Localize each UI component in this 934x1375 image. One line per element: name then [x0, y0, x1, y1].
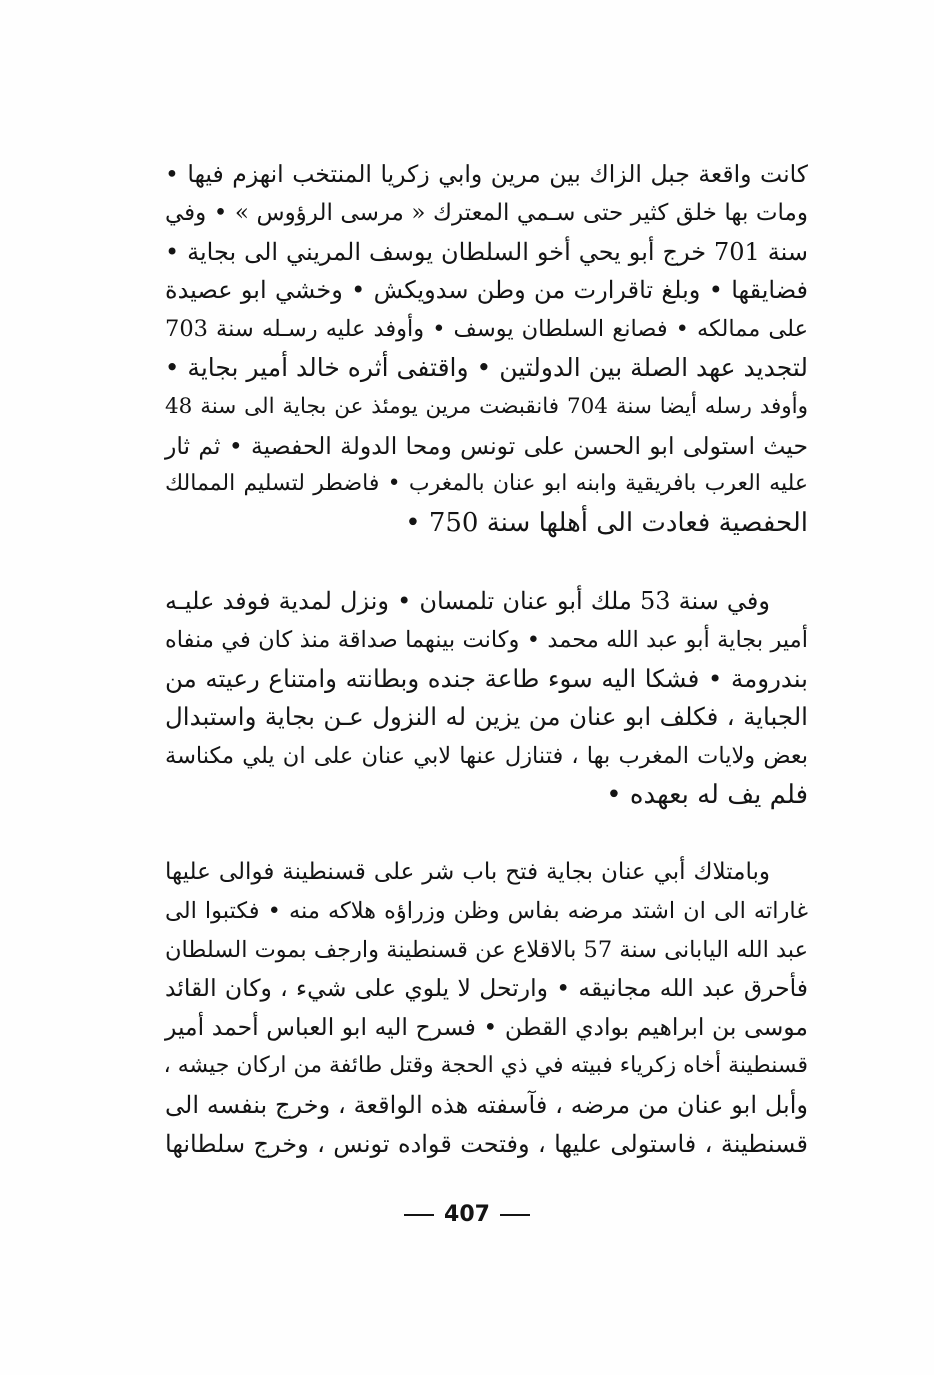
text-line: الحفصية فعادت الى أهلها سنة 750 •: [405, 508, 808, 539]
text-line: وبامتلاك أبي عنان بجاية فتح باب شر على قسنطينة فوالى عليها: [165, 859, 770, 885]
text-line: كانت واقعة جبل الزاك بين مرين وابي زكريا المنتخب انهزم فيها •: [165, 160, 808, 188]
text-line: أمير بجاية أبو عبد الله محمد • وكانت بينهما صداقة منذ كان في منفاه: [165, 626, 808, 653]
paragraph-3: [165, 853, 808, 1163]
text-line: ومات بها خلق كثير حتى سـمي المعترك « مرسى الرؤوس » • وفي: [165, 199, 808, 226]
dash-right-icon: [500, 1214, 530, 1216]
dash-left-icon: [404, 1214, 434, 1216]
text-line: عبد الله اليابانى سنة 57 بالاقلاع عن قسنطينة وارجف بموت السلطان: [165, 936, 809, 963]
text-line: بندرومة • فشكا اليه سوء طاعة جنده وبطانته وامتناع رعيته من: [165, 663, 808, 693]
paragraph-1: [165, 155, 808, 543]
page-number-footer: [0, 1202, 934, 1227]
text-line: الجباية ، فكلف ابو عنان من يزين له النزول عـن بجاية واستبدال: [165, 702, 808, 732]
text-line: بعض ولايات المغرب بها ، فتنازل عنها لابي عنان على ان يلي مكناسة: [165, 743, 808, 770]
text-line: حيث استولى ابو الحسن على تونس ومحا الدولة الحفصية • ثم ثار: [165, 431, 808, 460]
paragraph-2: [165, 582, 808, 815]
text-line: لتجديد عهد الصلة بين الدولتين • واقتفى أثره خالد أمير بجاية •: [164, 352, 808, 382]
text-line: وأبل ابو عنان من مرضه ، فآسفته هذه الواقعة ، وخرج بنفسه الى: [165, 1090, 808, 1119]
text-line: عليه العرب بافريقية وابنه ابو عنان بالمغرب • فاضطر لتسليم الممالك: [165, 471, 808, 497]
text-line: سنة 701 خرج أبو يحي أخو السلطان يوسف المريني الى بجاية •: [165, 237, 808, 266]
text-line: قسنطينة أخاه زكرياء فبيته في ذي الحجة وقتل طائفة من اركان جيشه ،: [163, 1052, 808, 1078]
text-line: وفي سنة 53 ملك أبو عنان تلمسان • ونزل لمدية فوفد عليـه: [165, 587, 770, 615]
text-line: وأوفد رسله أيضا سنة 704 فانقبضت مرين يومئذ عن بجاية الى سنة 48: [165, 393, 808, 419]
text-line: غاراته الى ان اشتد مرضه بفاس وظن وزراؤه هلاكه منه • فكتبوا الى: [165, 897, 808, 924]
text-line: موسى بن ابراهيم بوادي القطن • فسرح اليه ابو العباس أحمد أمير: [165, 1013, 808, 1042]
text-line: على ممالكه • فصانع السلطان يوسف • وأوفد عليه رسـله سنة 703: [165, 316, 808, 343]
page-number: 407: [444, 1202, 490, 1227]
text-line: فأحرق عبد الله مجانيقه • وارتحل لا يلوي على شيء ، وكان القائد: [165, 974, 808, 1003]
text-line: فضايقها • وبلغ تاقرارت من وطن سدويكش • وخشي ابو عصيدة: [165, 276, 808, 305]
text-line: قسنطينة ، فاستولى عليها ، وفتحت قواده تونس ، وخرج سلطانها: [165, 1129, 808, 1158]
text-line: فلم يف له بعهده •: [606, 779, 808, 810]
